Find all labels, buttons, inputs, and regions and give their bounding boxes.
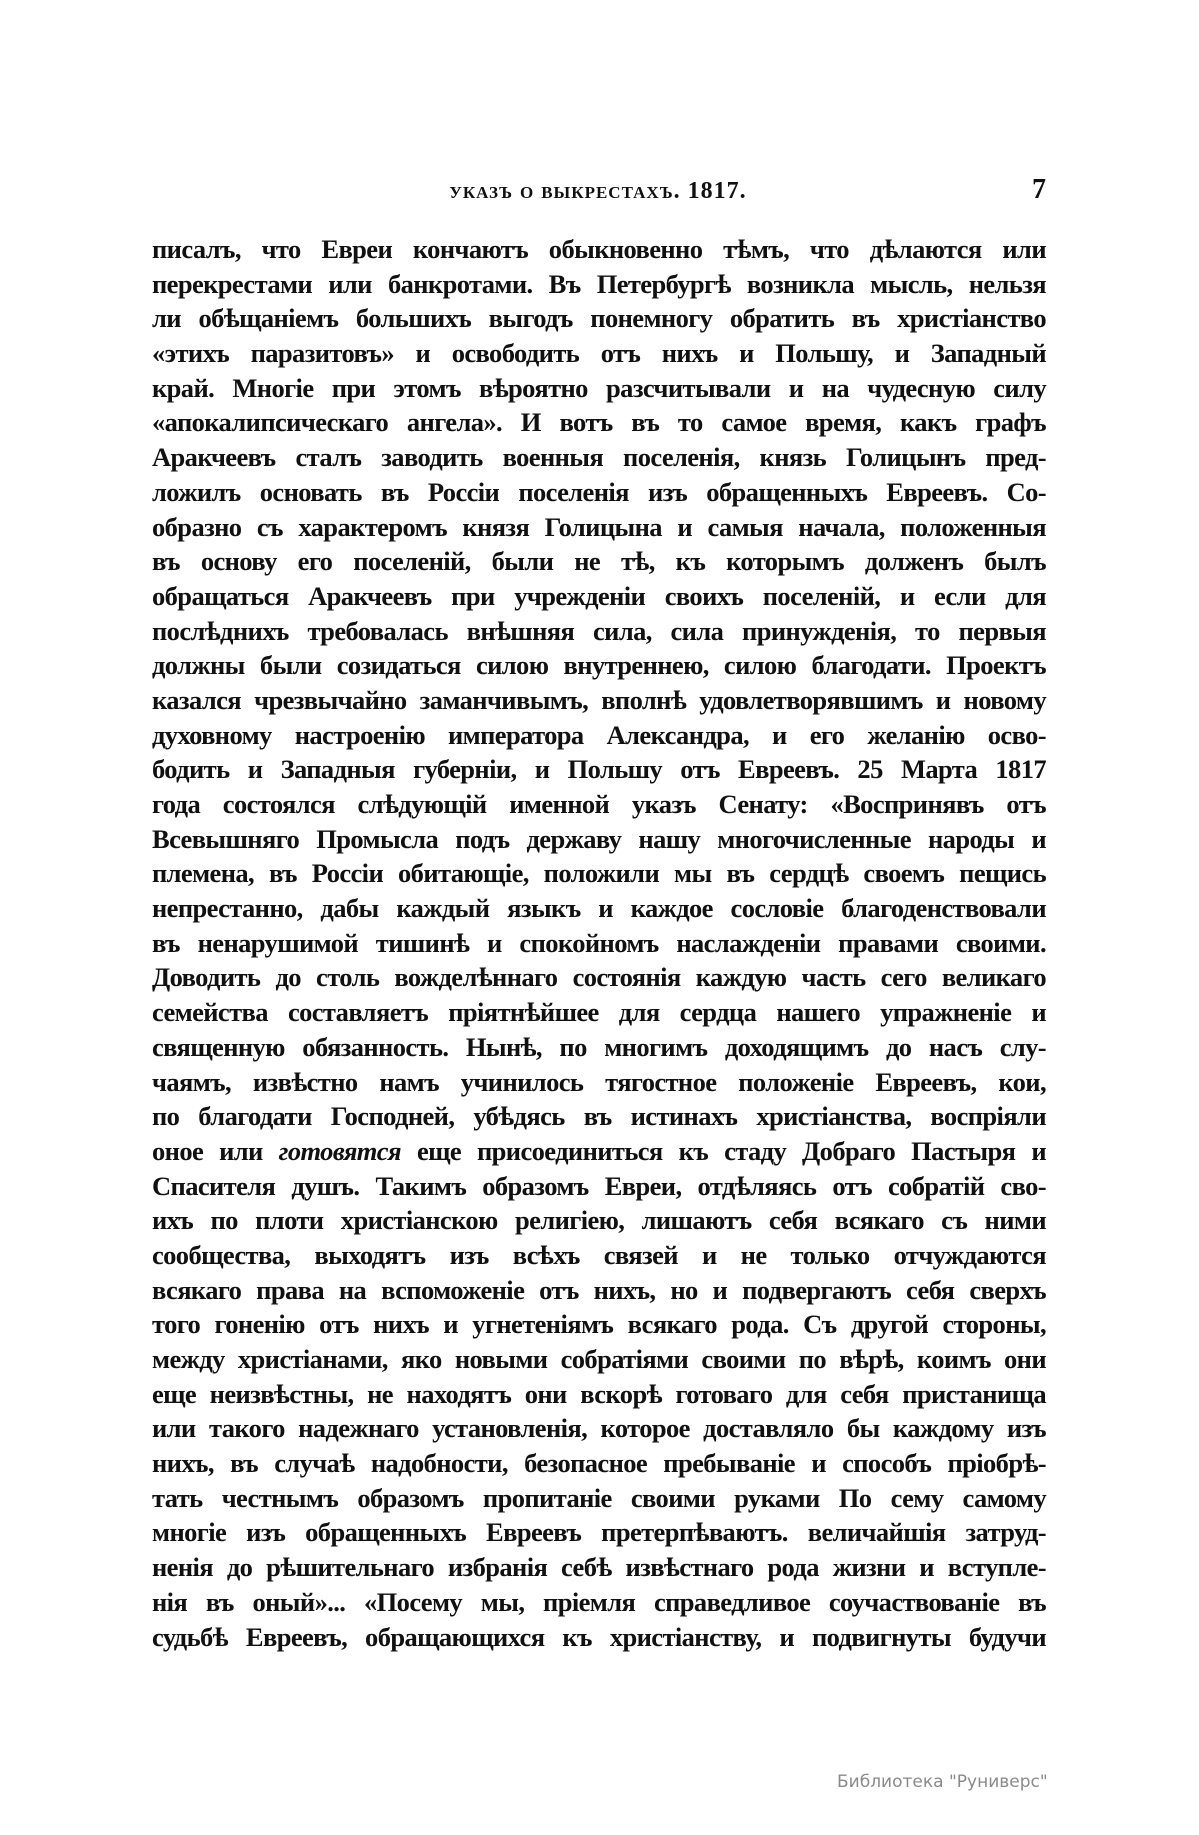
text-line: писалъ, что Евреи кончаютъ обыкновенно тѣмъ, что дѣлаются или [152, 234, 1046, 264]
text-line: племена, въ Россіи обитающіе, положили мы въ сердцѣ своемъ пещись [152, 858, 1046, 889]
text-line: «этихъ паразитовъ» и освободить отъ нихъ и Польшу, и Западный [152, 338, 1046, 369]
text-line [152, 1134, 1046, 1169]
italic-text: готовятся [278, 1135, 401, 1166]
text-line: край. Многіе при этомъ вѣроятно разсчитывали и на чудесную силу [152, 372, 1046, 403]
text-line: «апокалипсическаго ангела». И вотъ въ то самое время, какъ графъ [152, 407, 1046, 438]
text-line: ли обѣщаніемъ большихъ выгодъ понемногу обратить въ христіанство [152, 303, 1046, 334]
text-line: Аракчеевъ сталъ заводить военныя поселенія, князь Голицынъ пред- [152, 442, 1046, 473]
text-line: въ основу его поселеній, были не тѣ, къ которымъ долженъ былъ [152, 546, 1046, 577]
text-line: еще неизвѣстны, не находятъ они вскорѣ готоваго для себя пристанища [152, 1378, 1046, 1409]
text-line: между христіанами, яко новыми собратіями своими по вѣрѣ, коимъ они [152, 1344, 1046, 1374]
page-number: 7 [1032, 174, 1046, 205]
text-line: послѣднихъ требовалась внѣшняя сила, сила принужденія, то первыя [152, 615, 1046, 646]
text-line: непрестанно, дабы каждый языкъ и каждое сословіе благоденствовали [152, 893, 1046, 924]
text-line: священную обязанность. Нынѣ, по многимъ доходящимъ до насъ слу- [152, 1031, 1046, 1062]
text-line: или такого надежнаго установленія, которое доставляло бы каждому изъ [152, 1413, 1046, 1444]
text-line: года состоялся слѣдующій именной указъ Сенату: «Воспринявъ отъ [152, 789, 1046, 819]
text-line: чаямъ, извѣстно намъ учинилось тягостное положеніе Евреевъ, кои, [152, 1066, 1046, 1097]
library-watermark: Библиотека "Руниверс" [837, 1772, 1048, 1792]
text-line: нія въ оный»... «Посему мы, пріемля справедливое соучаствованіе въ [152, 1586, 1046, 1617]
text-line: сообщества, выходятъ изъ всѣхъ связей и не только отчуждаются [152, 1239, 1046, 1270]
text-segment: оное или [152, 1135, 279, 1166]
text-line: Спасителя душъ. Такимъ образомъ Евреи, отдѣляясь отъ собратій сво- [152, 1170, 1046, 1201]
text-line: Всевышняго Промысла подъ державу нашу многочисленные народы и [152, 823, 1046, 854]
text-line: того гоненію отъ нихъ и угнетеніямъ всякаго рода. Съ другой стороны, [152, 1309, 1046, 1340]
text-line: ненія до рѣшительнаго избранія себѣ извѣстнаго рода жизни и вступле- [152, 1552, 1046, 1583]
text-line: обращаться Аракчеевъ при учрежденіи своихъ поселеній, и если для [152, 580, 1046, 611]
text-line: многіе изъ обращенныхъ Евреевъ претерпѣваютъ. величайшія затруд- [152, 1517, 1046, 1548]
text-line: ложилъ основать въ Россіи поселенія изъ обращенныхъ Евреевъ. Со- [152, 476, 1046, 507]
text-line: Доводить до столь вожделѣннаго состоянія каждую часть сего великаго [152, 962, 1046, 993]
text-segment: еще присоединиться къ стаду Добраго Пастыря и [400, 1135, 1046, 1166]
text-line: всякаго права на вспоможеніе отъ нихъ, но и подвергаютъ себя сверхъ [152, 1274, 1046, 1305]
running-head [152, 174, 1046, 214]
running-head-title: указъ о выкрестахъ. 1817. [449, 178, 747, 204]
text-line: по благодати Господней, убѣдясь въ истинахъ христіанства, воспріяли [152, 1101, 1046, 1132]
text-line: семейства составляетъ пріятнѣйшее для сердца нашего упражненіе и [152, 997, 1046, 1028]
text-line: въ ненарушимой тишинѣ и спокойномъ наслажденіи правами своими. [152, 927, 1046, 958]
text-line: ихъ по плоти христіанскою религіею, лишаютъ себя всякаго съ ними [152, 1205, 1046, 1236]
text-line: бодить и Западныя губерніи, и Польшу отъ Евреевъ. 25 Марта 1817 [152, 754, 1046, 785]
text-line: образно съ характеромъ князя Голицына и самыя начала, положенныя [152, 511, 1046, 542]
text-line: казался чрезвычайно заманчивымъ, вполнѣ удовлетворявшимъ и новому [152, 684, 1046, 715]
body-text [152, 232, 1046, 1654]
text-line: духовному настроенію императора Александра, и его желанію осво- [152, 719, 1046, 750]
text-line: нихъ, въ случаѣ надобности, безопасное пребываніе и способъ пріобрѣ- [152, 1448, 1046, 1479]
text-line: тать честнымъ образомъ пропитаніе своими руками По сему самому [152, 1482, 1046, 1513]
text-line: перекрестами или банкротами. Въ Петербургѣ возникла мысль, нельзя [152, 268, 1046, 299]
text-line: судьбѣ Евреевъ, обращающихся къ христіанству, и подвигнуты будучи [152, 1621, 1046, 1652]
text-line: должны были созидаться силою внутреннею, силою благодати. Проектъ [152, 650, 1046, 681]
